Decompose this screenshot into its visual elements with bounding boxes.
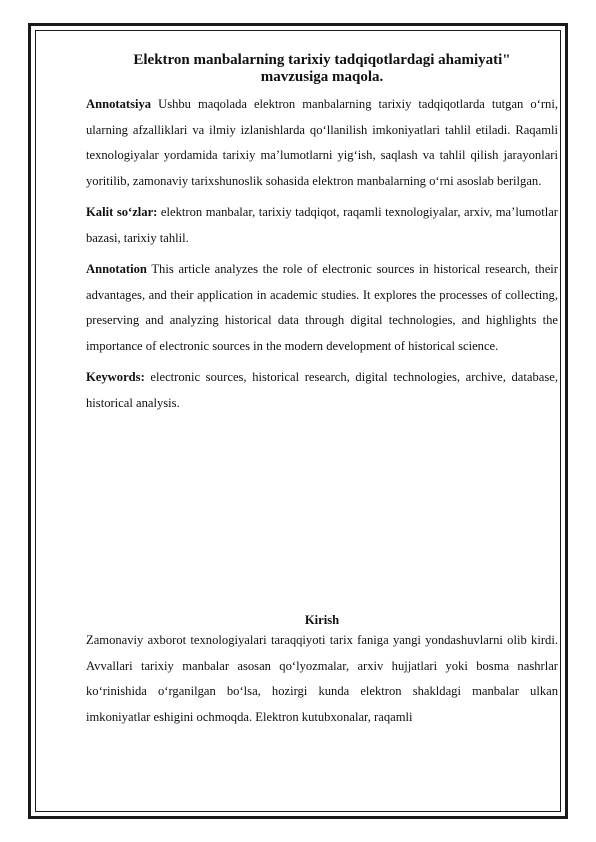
annotation-text: This article analyzes the role of electronic sources in historical research, their advantages, and their application in academic studies. It explores the processes of collecting, preserving and analyzing historical data through digital technologies, and highlights the importance of electronic sources in the modern development of historical science. (86, 262, 558, 353)
document-body (86, 52, 558, 730)
annotation-paragraph (86, 257, 558, 359)
blank-space (86, 422, 558, 612)
kalit-sozlar-paragraph (86, 200, 558, 251)
kalit-sozlar-label: Kalit so‘zlar: (86, 205, 158, 219)
annotatsiya-paragraph (86, 92, 558, 194)
annotatsiya-label: Annotatsiya (86, 97, 152, 111)
kirish-paragraph: Zamonaviy axborot texnologiyalari taraqqiyoti tarix faniga yangi yondashuvlarni olib kirdi. Avvallari tarixiy manbalar asosan qo‘lyozmalar, arxiv hujjatlari yoki bosma nashrlar ko‘rinishida o‘rganilgan bo‘lsa, hozirgi kunda elektron shakldagi manbalar ulkan imkoniyatlar eshigini ochmoqda. Elektron kutubxonalar, raqamli (86, 633, 558, 724)
annotation-label: Annotation (86, 262, 147, 276)
annotatsiya-text: Ushbu maqolada elektron manbalarning tarixiy tadqiqotlarda tutgan o‘rni, ularning afzalliklari va ilmiy izlanishlarda qo‘llanilish imkoniyatlari tahlil etiladi. Raqamli texnologiyalar yordamida tarixiy ma’lumotlarni yig‘ish, saqlash va tahlil qilish jarayonlari yoritilib, zamonaviy tarixshunoslik sohasida elektron manbalarning o‘rni asoslab berilgan. (86, 97, 558, 188)
kalit-sozlar-text: elektron manbalar, tarixiy tadqiqot, raqamli texnologiyalar, arxiv, ma’lumotlar bazasi, tarixiy tahlil. (86, 205, 559, 245)
keywords-label: Keywords: (86, 370, 145, 384)
keywords-text: electronic sources, historical research, digital technologies, archive, database, historical analysis. (86, 370, 558, 410)
section-heading-kirish: Kirish (304, 613, 340, 627)
keywords-paragraph (86, 365, 558, 416)
article-title: Elektron manbalarning tarixiy tadqiqotlardagi ahamiyati" mavzusiga maqola. (133, 52, 511, 85)
